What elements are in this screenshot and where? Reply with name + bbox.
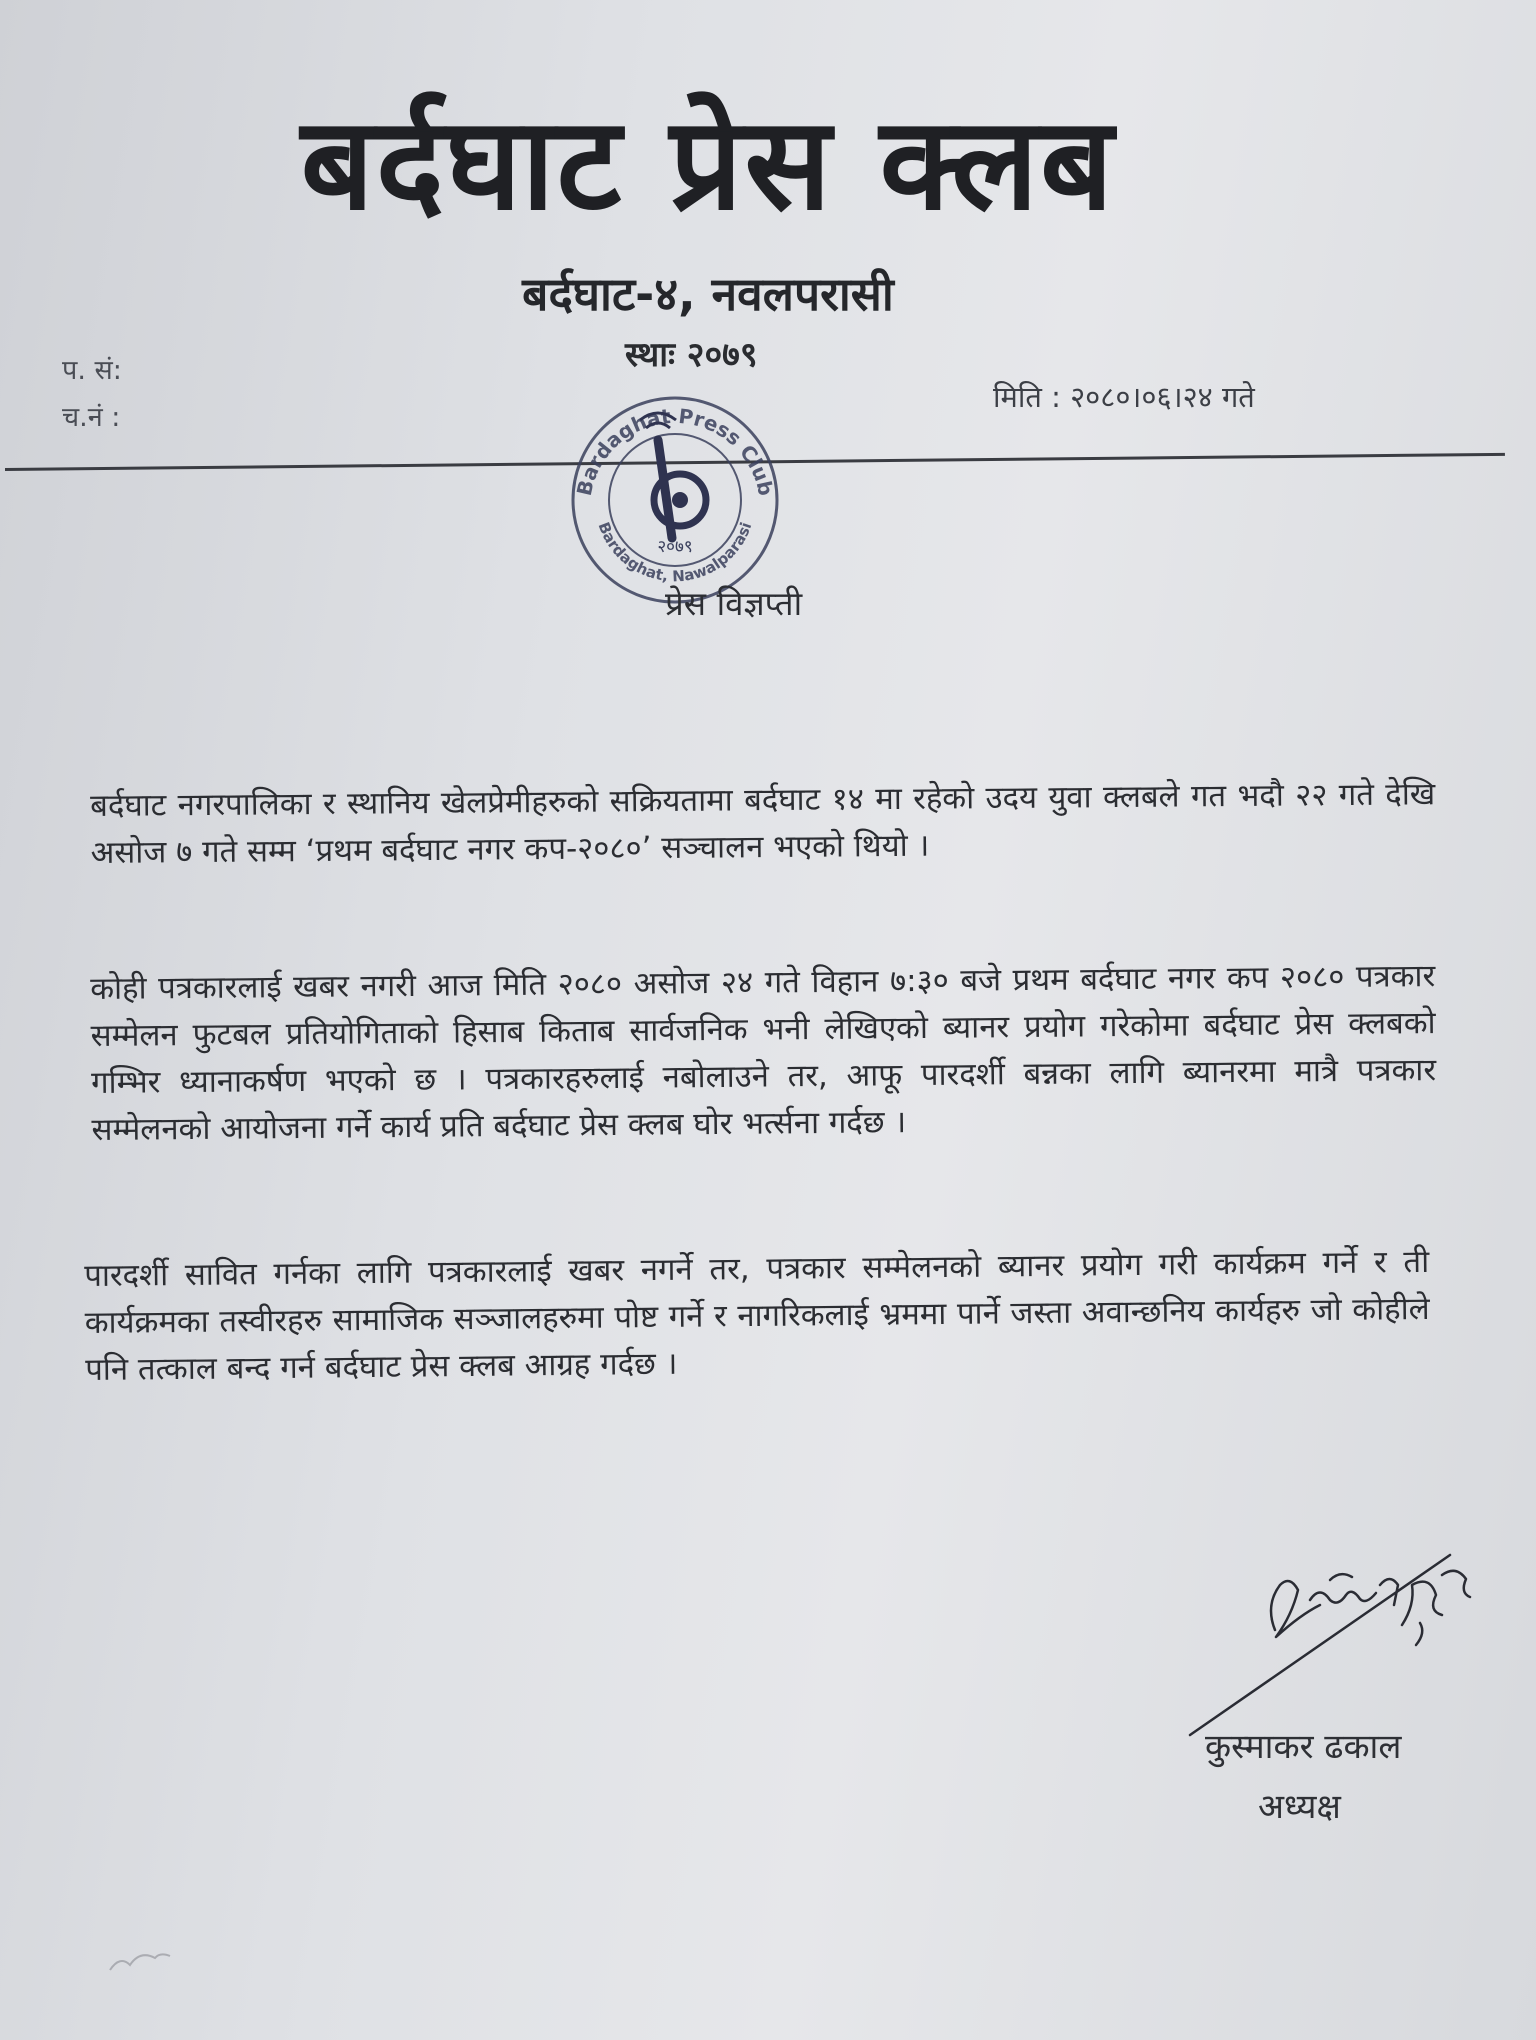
notice-paragraph-1: बर्दघाट नगरपालिका र स्थानिय खेलप्रेमीहरुको सक्रियतामा बर्दघाट १४ मा रहेको उदय युवा क्लबले गत भदौ २२ गते देखि असोज ७ गते सम्म ‘प्रथम बर्दघाट नगर कप-२०८०’ सञ्चालन भएको थियो । — [90, 776, 1436, 871]
club-name-heading: बर्दघाट प्रेस क्लब — [300, 90, 1116, 239]
seal-top-text: Bardaghat Press Club — [571, 403, 779, 498]
club-address: बर्दघाट-४, नवलपरासी — [522, 267, 894, 321]
dispatch-number-label: च.नं : — [62, 402, 121, 433]
ink-smudge-mark — [100, 1940, 180, 1980]
signatory-name: कुस्माकर ढकाल — [1205, 1727, 1402, 1767]
notice-paragraph-2: कोही पत्रकारलाई खबर नगरी आज मिति २०८० असोज २४ गते विहान ७:३० बजे प्रथम बर्दघाट नगर कप २०८० पत्रकार सम्मेलन फुटबल प्रतियोगिताको हिसाब किताब सार्वजनिक भनी लेखिएको ब्यानर प्रयोग गरेकोमा बर्दघाट प्रेस क्लबको गम्भिर ध्यानाकर्षण भएको छ । पत्रकारहरुलाई नबोलाउने तर, आफू पारदर्शी बन्नका लागि ब्यानरमा मात्रै पत्रकार सम्मेलनको आयोजना गर्ने कार्य प्रति बर्दघाट प्रेस क्लब घोर भर्त्सना गर्दछ । — [90, 958, 1437, 1148]
seal-bottom-text: Bardaghat, Nawalparasi — [594, 519, 756, 586]
established-year: स्थाः २०७९ — [625, 335, 758, 375]
seal-year: २०७९ — [657, 537, 693, 557]
reference-number-label: प. सं: — [62, 355, 122, 386]
notice-title: प्रेस विज्ञप्ती — [665, 584, 803, 623]
club-seal-stamp — [560, 388, 790, 606]
issue-date: मिति : २०८०।०६।२४ गते — [993, 380, 1255, 414]
handwritten-signature — [1180, 1545, 1480, 1745]
signatory-title: अध्यक्ष — [1258, 1787, 1341, 1827]
notice-paragraph-3: पारदर्शी सावित गर्नका लागि पत्रकारलाई खबर नगर्ने तर, पत्रकार सम्मेलनको ब्यानर प्रयोग गरी कार्यक्रम गर्ने र ती कार्यक्रमका तस्वीरहरु सामाजिक सञ्जालहरुमा पोष्ट गर्ने र नागरिकलाई भ्रममा पार्ने जस्ता अवान्छनिय कार्यहरु जो कोहीले पनि तत्काल बन्द गर्न बर्दघाट प्रेस क्लब आग्रह गर्दछ । — [84, 1243, 1430, 1388]
